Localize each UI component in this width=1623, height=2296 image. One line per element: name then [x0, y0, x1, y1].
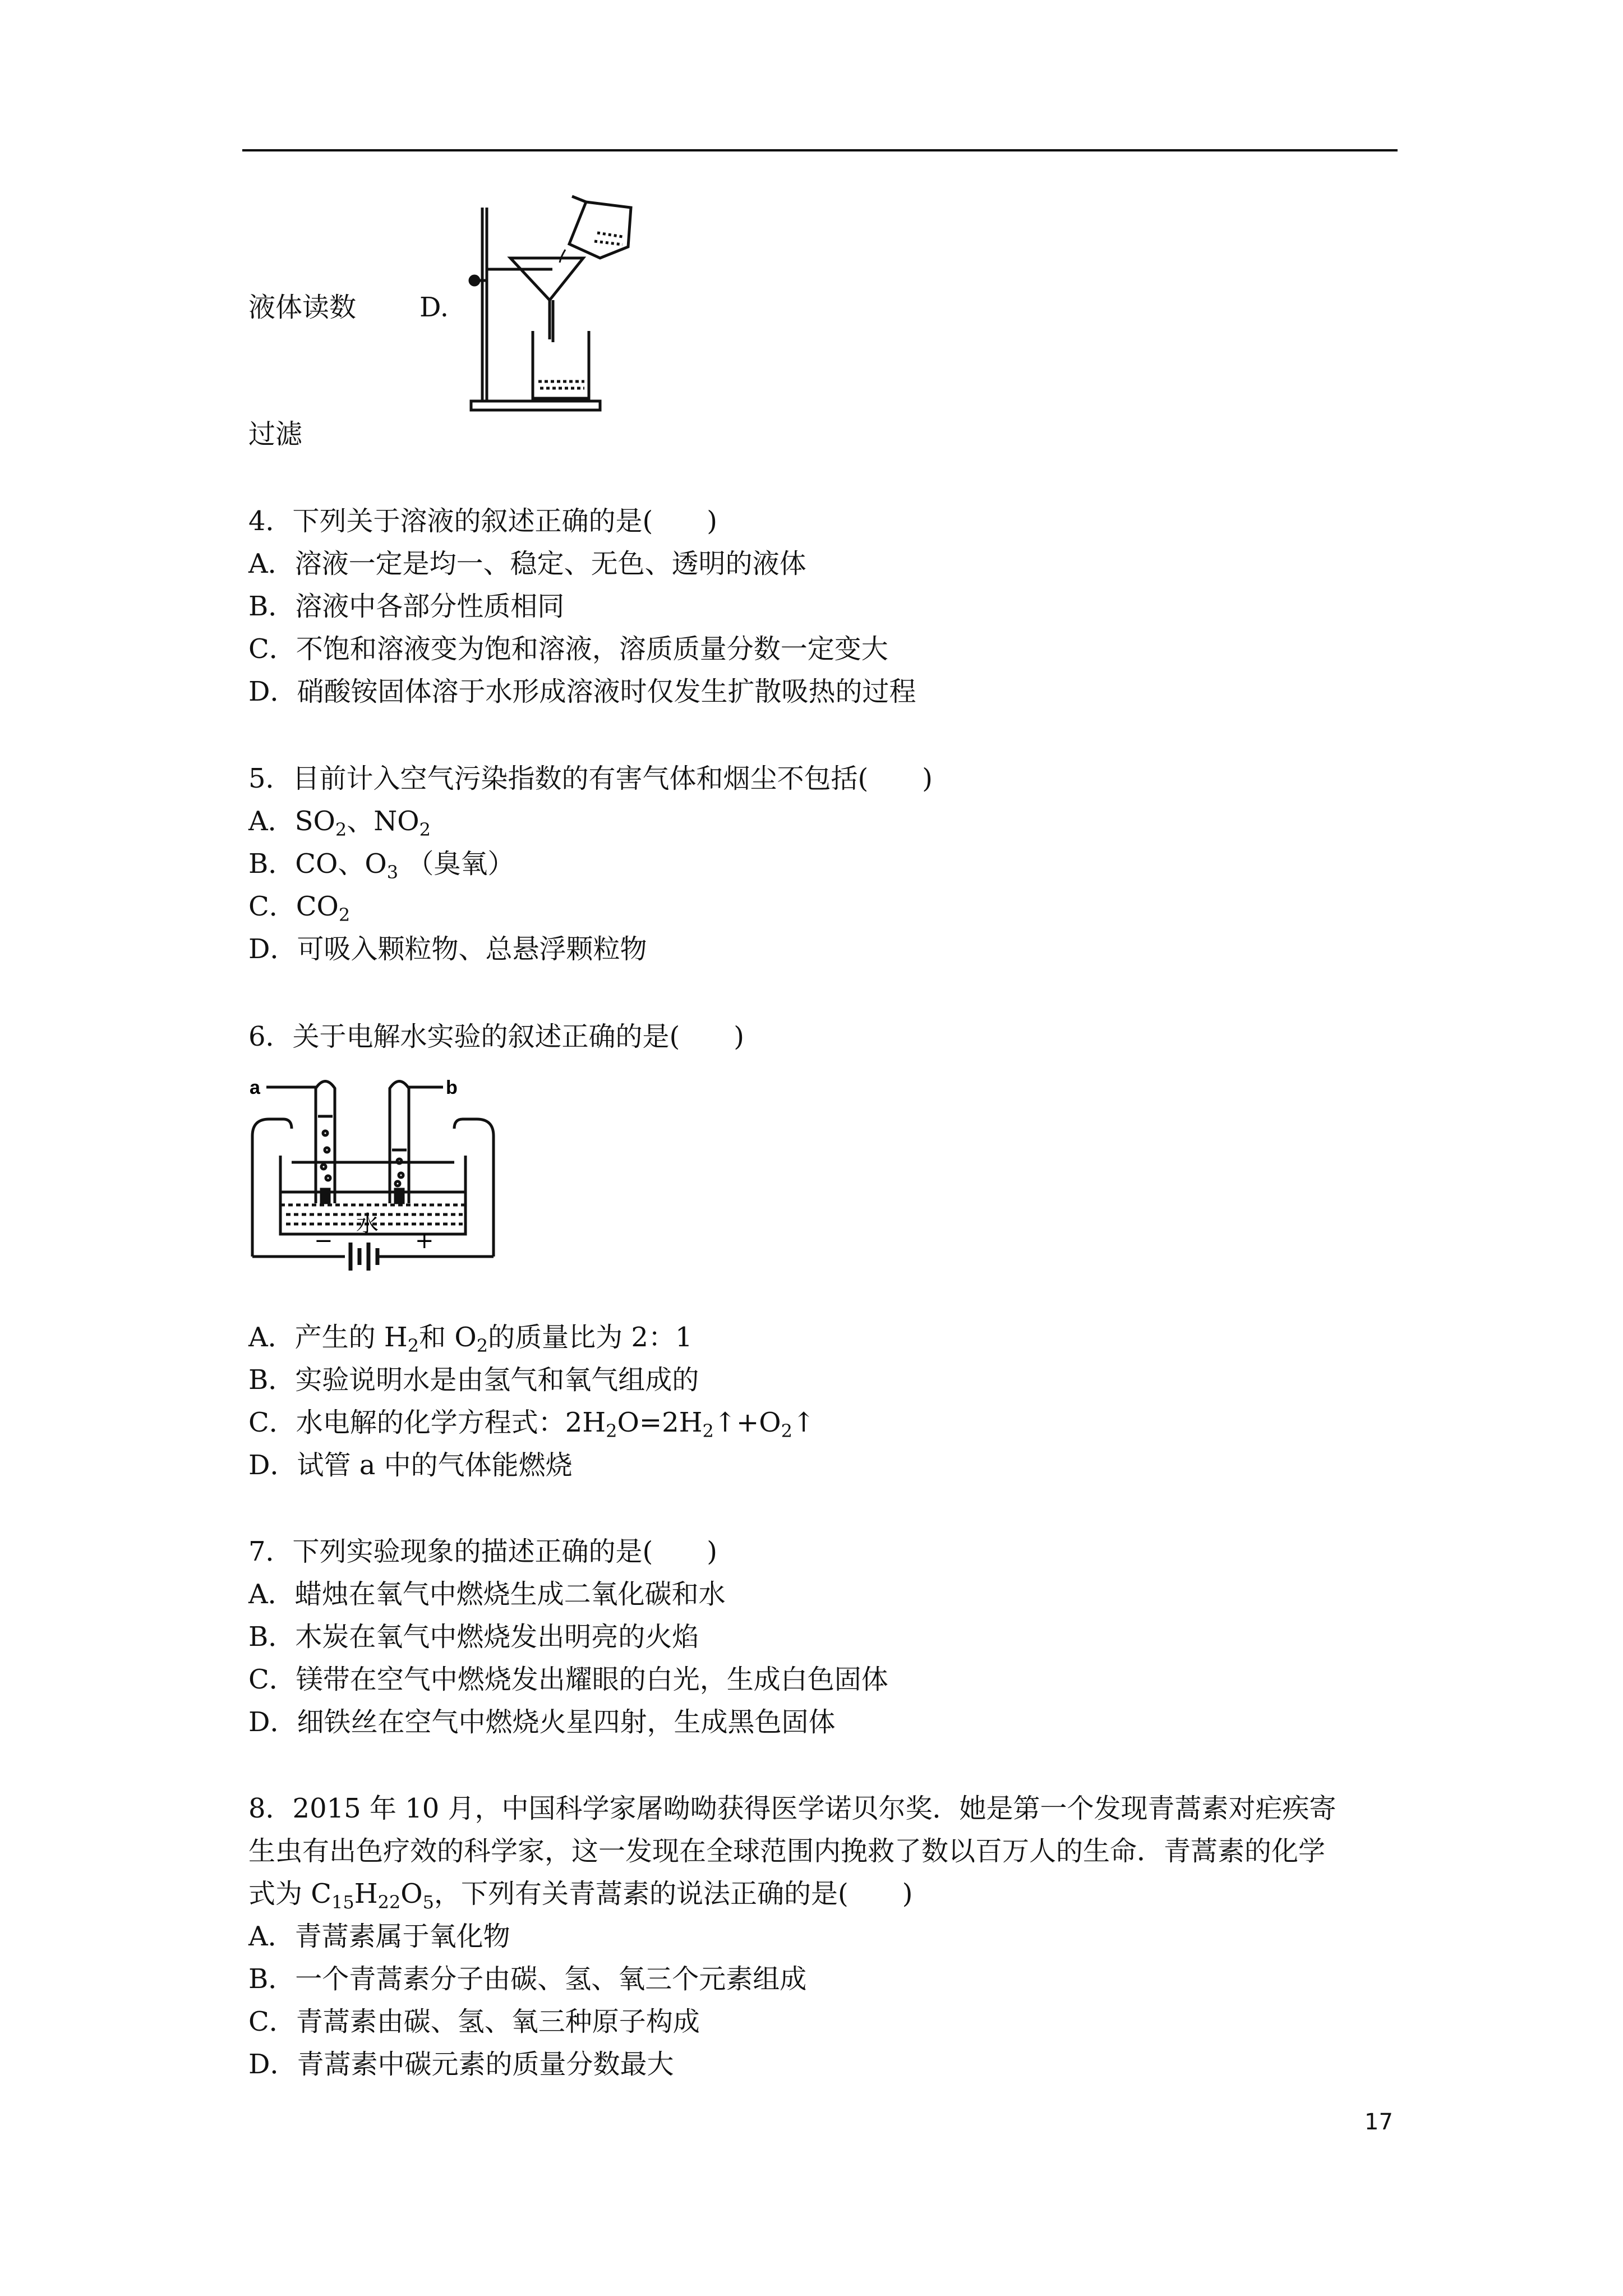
question-6-option-d: D．试管 a 中的气体能燃烧 — [248, 1450, 573, 1481]
question-6-options — [248, 1316, 815, 1487]
question-5-option-b: B．CO、$O_3$ （臭氧） — [248, 848, 515, 883]
filtration-label: 过滤 — [248, 418, 303, 450]
question-6-option-a: A．产生的 $H_2$和 $O_2$的质量比为 2：1 — [248, 1322, 693, 1356]
question-8-line-2: 生虫有出色疗效的科学家，这一发现在全球范围内挽救了数以百万人的生命．青蒿素的化学 — [248, 1835, 1326, 1867]
positive-terminal-label: + — [415, 1228, 434, 1254]
negative-terminal-label: − — [314, 1228, 333, 1254]
filtration-apparatus-figure — [460, 196, 645, 415]
water-label: 水 — [356, 1211, 379, 1237]
question-5-option-a: A．$SO_2$、$NO_2$ — [248, 806, 431, 840]
question-6-option-b: B．实验说明水是由氢气和氧气组成的 — [248, 1364, 699, 1396]
question-7 — [248, 1530, 888, 1743]
question-8 — [248, 1787, 1336, 2086]
question-8-option-d: D．青蒿素中碳元素的质量分数最大 — [248, 2049, 674, 2080]
question-7-option-d: D．细铁丝在空气中燃烧火星四射，生成黑色固体 — [248, 1706, 836, 1738]
question-6-option-c: C．水电解的化学方程式：$2H_2O=2H_2↑+O_2↑$ — [248, 1407, 815, 1442]
question-5-option-d: D．可吸入颗粒物、总悬浮颗粒物 — [248, 933, 647, 965]
question-5 — [248, 757, 933, 970]
question-7-option-a: A．蜡烛在氧气中燃烧生成二氧化碳和水 — [248, 1579, 726, 1610]
tube-b-label: b — [446, 1077, 458, 1098]
page-number: 17 — [1364, 2109, 1393, 2135]
question-7-option-b: B．木炭在氧气中燃烧发出明亮的火焰 — [248, 1621, 699, 1653]
electrolysis-apparatus-figure — [250, 1066, 496, 1279]
option-d-marker: D. — [419, 292, 449, 323]
question-5-option-c: C．$CO_2$ — [248, 891, 351, 926]
question-7-option-c: C．镁带在空气中燃烧发出耀眼的白光，生成白色固体 — [248, 1664, 888, 1695]
question-8-option-a: A．青蒿素属于氧化物 — [248, 1921, 510, 1952]
question-4-option-b: B．溶液中各部分性质相同 — [248, 591, 565, 622]
question-6 — [248, 1015, 744, 1058]
question-4 — [248, 500, 916, 713]
question-4-option-a: A．溶液一定是均一、稳定、无色、透明的液体 — [248, 548, 806, 579]
question-8-line-1: 8．2015 年 10 月，中国科学家屠呦呦获得医学诺贝尔奖．她是第一个发现青蒿素对疟疾寄 — [248, 1793, 1336, 1824]
question-4-option-c: C．不饱和溶液变为饱和溶液，溶质质量分数一定变大 — [248, 633, 888, 665]
question-4-stem: 4．下列关于溶液的叙述正确的是( ) — [248, 505, 717, 537]
liquid-reading-label: 液体读数 — [248, 292, 357, 323]
question-8-option-c: C．青蒿素由碳、氢、氧三种原子构成 — [248, 2006, 700, 2037]
question-5-stem: 5．目前计入空气污染指数的有害气体和烟尘不包括( ) — [248, 763, 933, 794]
question-4-option-d: D．硝酸铵固体溶于水形成溶液时仅发生扩散吸热的过程 — [248, 676, 916, 707]
question-7-stem: 7．下列实验现象的描述正确的是( ) — [248, 1536, 717, 1567]
question-6-stem: 6．关于电解水实验的叙述正确的是( ) — [248, 1021, 744, 1052]
question-8-option-b: B．一个青蒿素分子由碳、氢、氧三个元素组成 — [248, 1963, 807, 1995]
header-rule — [242, 149, 1398, 151]
question-8-line-3: 式为 $C_{15}H_{22}O_5$，下列有关青蒿素的说法正确的是( ) — [248, 1878, 913, 1913]
tube-a-label: a — [250, 1077, 260, 1098]
